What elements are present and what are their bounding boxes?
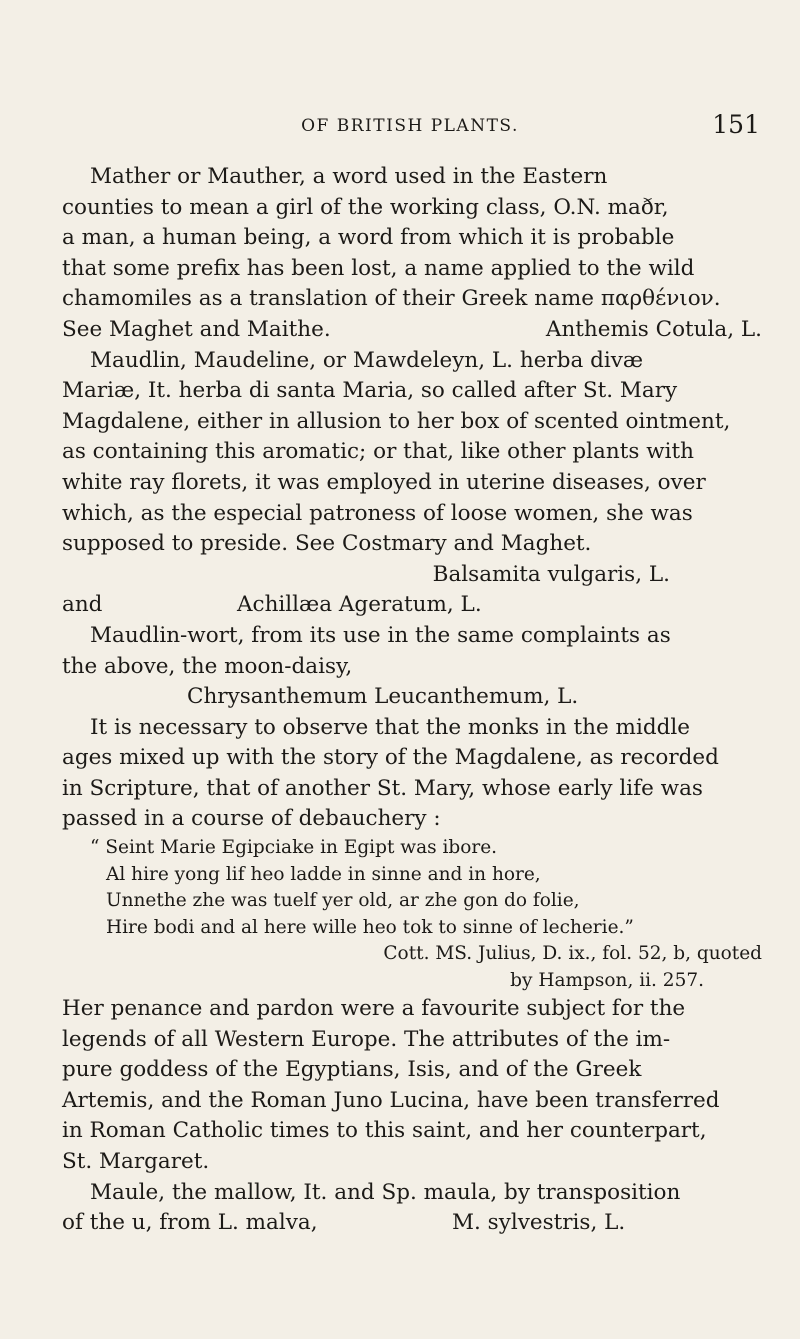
text-line: Magdalene, either in allusion to her box of scented ointment, <box>62 408 731 434</box>
text-line: as containing this aromatic; or that, like other plants with <box>62 439 694 465</box>
text-line: chamomiles as a translation of their Greek name παρθένιον. <box>62 286 721 312</box>
citation: Cott. MS. Julius, D. ix., fol. 52, b, quoted <box>383 943 762 965</box>
botanical-name: Chrysanthemum Leucanthemum, L. <box>187 684 579 710</box>
botanical-name: Balsamita vulgaris, L. <box>432 561 670 587</box>
quote-line: Al hire yong lif heo ladde in sinne and in hore, <box>106 863 541 885</box>
quote-line: Hire bodi and al here wille heo tok to sinne of lecherie.” <box>106 916 634 938</box>
text-line: Artemis, and the Roman Juno Lucina, have been transferred <box>62 1087 720 1113</box>
text-line: Maudlin, Maudeline, or Mawdeleyn, L. herba divæ <box>90 347 644 373</box>
text-line <box>62 1208 762 1239</box>
botanical-name: Anthemis Cotula, L. <box>545 316 762 342</box>
text-line: Maule, the mallow, It. and Sp. maula, by transposition <box>90 1179 681 1205</box>
text-line: white ray florets, it was employed in uterine diseases, over <box>62 469 706 495</box>
text-line: St. Margaret. <box>62 1149 210 1175</box>
text-line: It is necessary to observe that the monks in the middle <box>90 714 690 740</box>
text-line: Her penance and pardon were a favourite subject for the <box>62 996 686 1022</box>
text-line: ages mixed up with the story of the Magdalene, as recorded <box>62 745 719 771</box>
conjunction: and <box>62 592 103 618</box>
etymology: of the u, from L. malva, <box>62 1210 318 1236</box>
block-quote <box>62 835 762 994</box>
botanical-name: M. sylvestris, L. <box>452 1210 626 1236</box>
text-line: a man, a human being, a word from which it is probable <box>62 225 675 251</box>
quote-line: Unnethe zhe was tuelf yer old, ar zhe gon do folie, <box>106 890 580 912</box>
text-line: counties to mean a girl of the working class, O.N. maðr, <box>62 194 669 220</box>
cross-reference: See Maghet and Maithe. <box>62 316 331 342</box>
text-line: Maudlin-wort, from its use in the same complaints as <box>90 622 671 648</box>
text-line: supposed to preside. See Costmary and Maghet. <box>62 531 592 557</box>
page-number: 151 <box>712 110 760 139</box>
text-line: legends of all Western Europe. The attributes of the im- <box>62 1026 671 1052</box>
text-line: in Roman Catholic times to this saint, and her counterpart, <box>62 1118 707 1144</box>
botanical-name: Achillæa Ageratum, L. <box>237 592 482 618</box>
text-line <box>62 315 762 346</box>
text-line: which, as the especial patroness of loose women, she was <box>62 500 693 526</box>
quote-line: “ Seint Marie Egipciake in Egipt was ibore. <box>90 837 498 859</box>
citation: by Hampson, ii. 257. <box>510 969 704 991</box>
text-line: the above, the moon-daisy, <box>62 653 353 679</box>
text-line: that some prefix has been lost, a name applied to the wild <box>62 255 695 281</box>
text-line: Mariæ, It. herba di santa Maria, so called after St. Mary <box>62 378 678 404</box>
text-line: passed in a course of debauchery : <box>62 806 441 832</box>
running-title: OF BRITISH PLANTS. <box>301 116 519 136</box>
text-line: in Scripture, that of another St. Mary, whose early life was <box>62 775 703 801</box>
body-text <box>62 162 762 1239</box>
text-line: pure goddess of the Egyptians, Isis, and of the Greek <box>62 1057 642 1083</box>
running-head <box>60 110 760 146</box>
text-line: Mather or Mauther, a word used in the Eastern <box>90 164 608 189</box>
text-line <box>62 590 762 621</box>
